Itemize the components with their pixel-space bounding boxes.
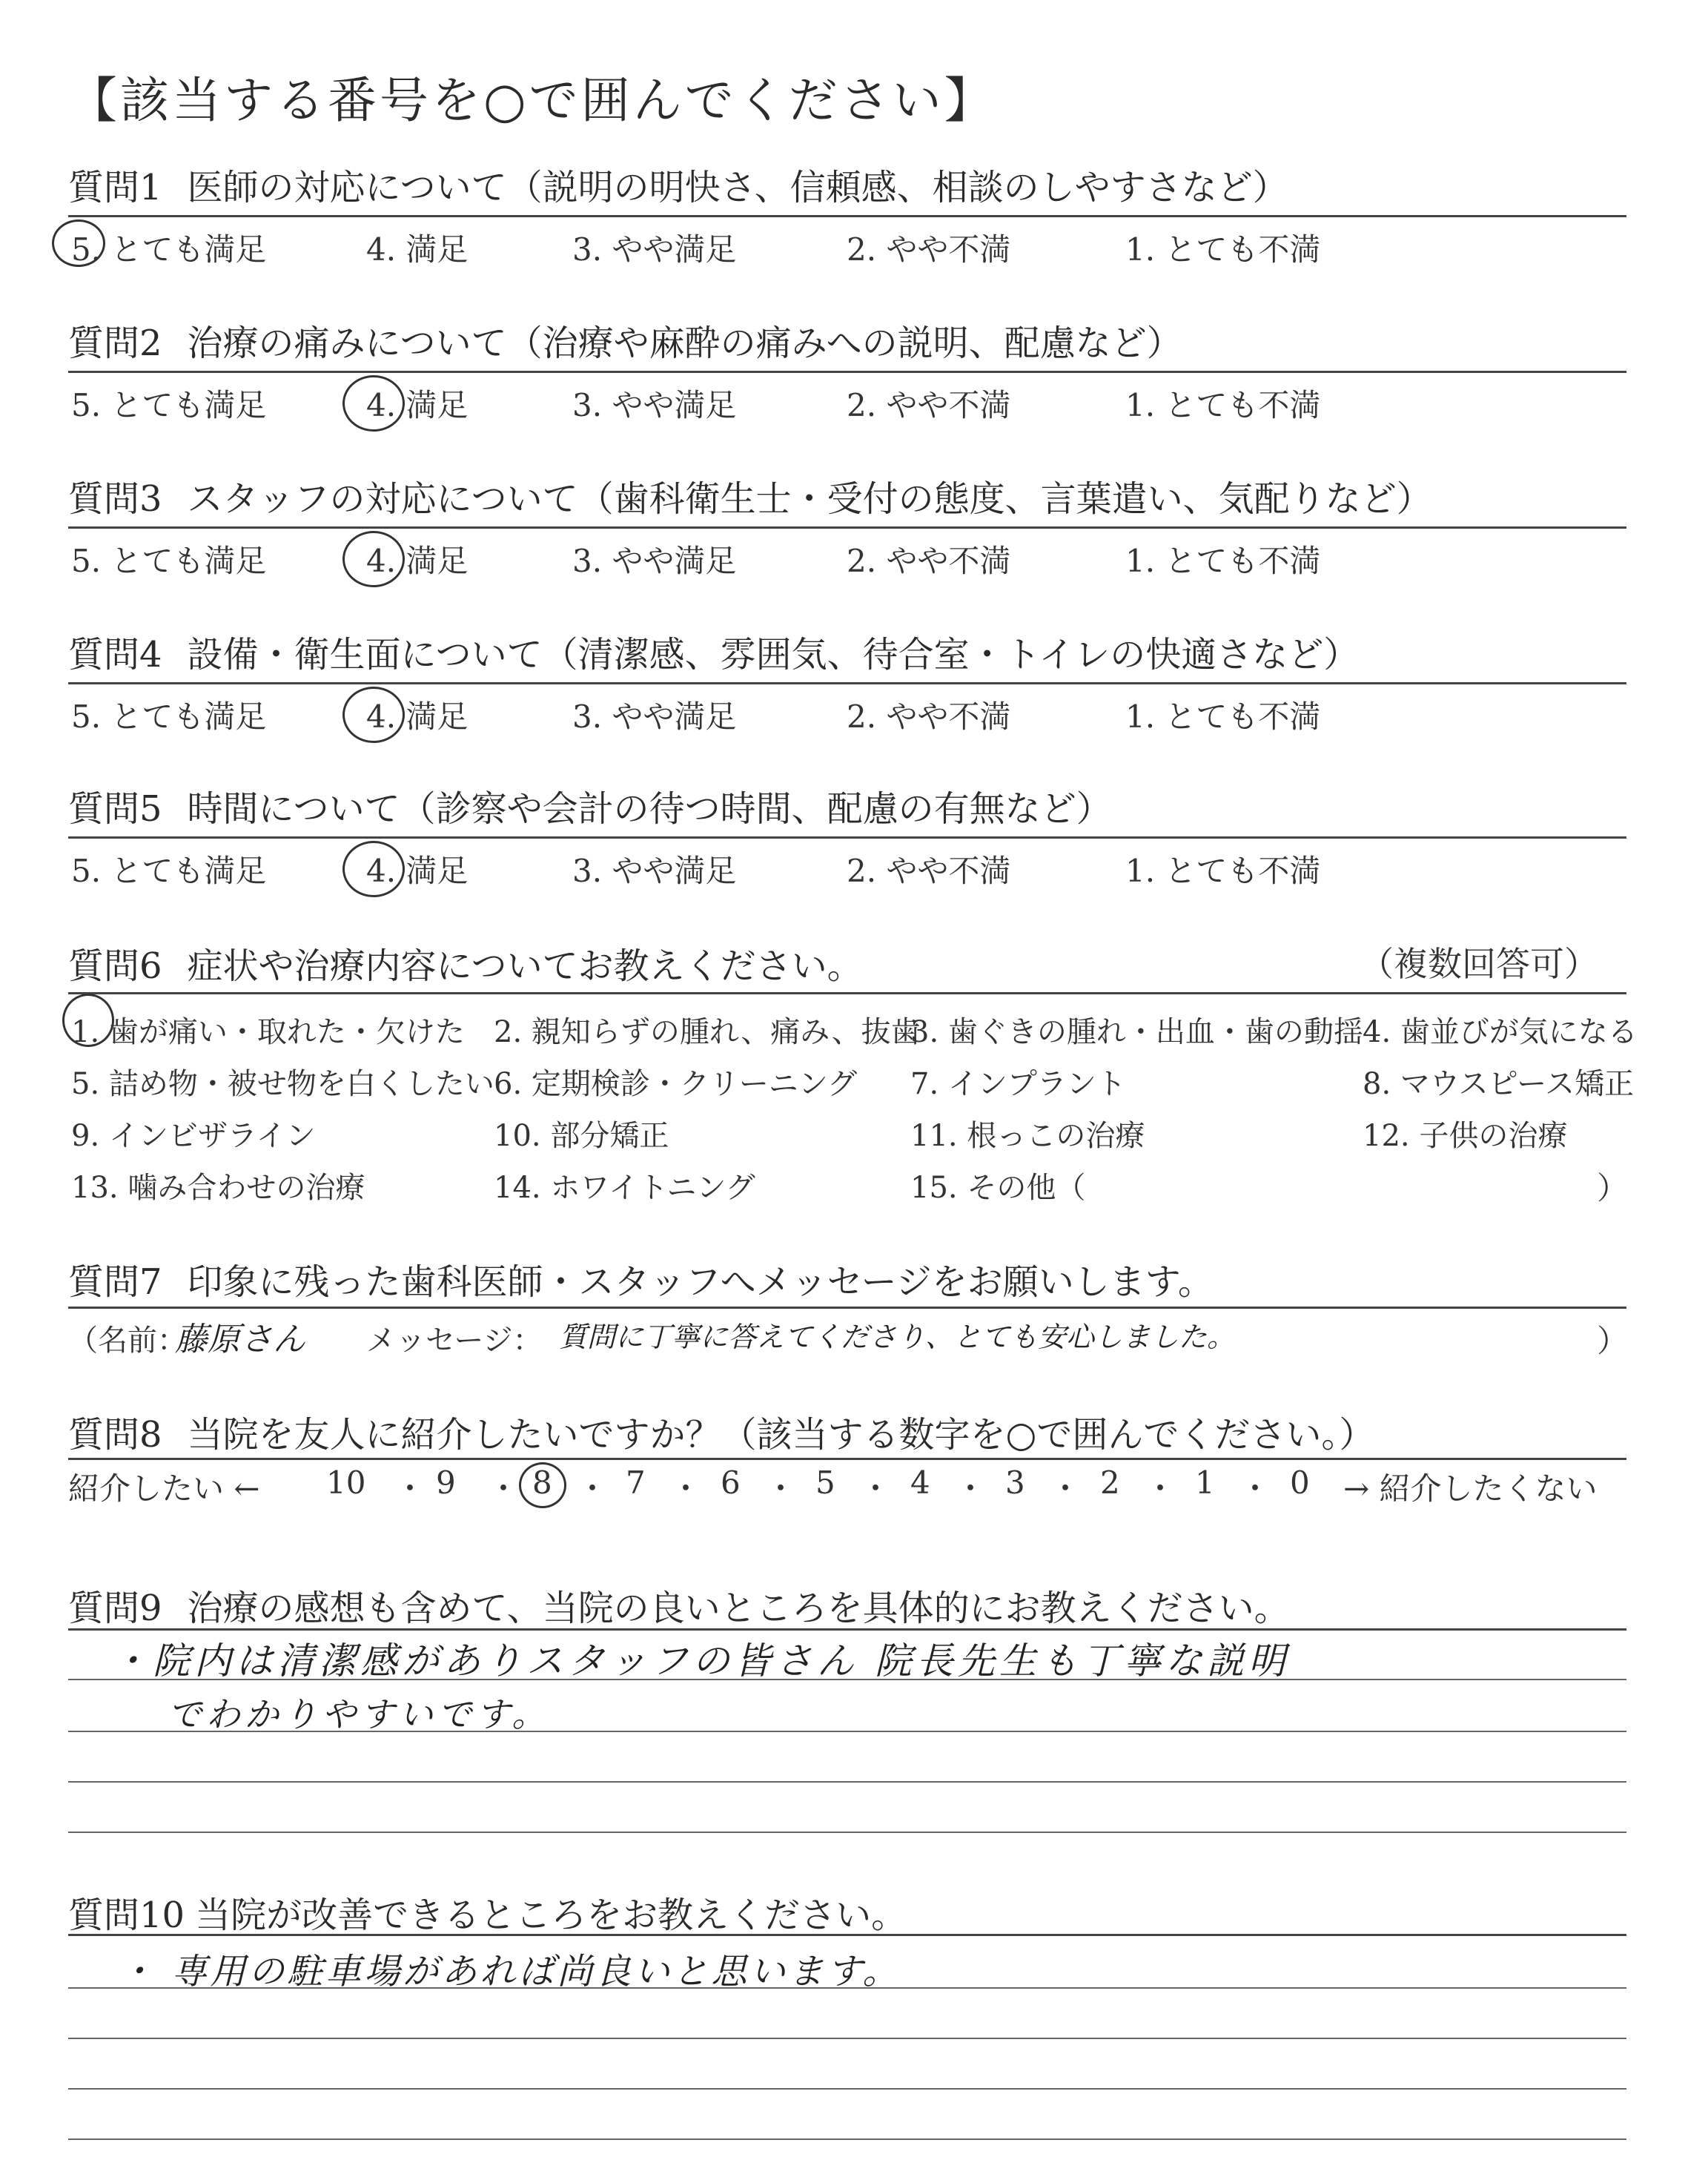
question-1-title bbox=[68, 159, 1288, 210]
q1-option-3[interactable]: 3. やや満足 bbox=[572, 231, 737, 268]
question-2-text: 治療の痛みについて（治療や麻酔の痛みへの説明、配慮など） bbox=[187, 323, 1182, 364]
q4-option-2[interactable]: 2. やや不満 bbox=[847, 698, 1011, 735]
q8-dot: ・ bbox=[1145, 1470, 1176, 1507]
q6-item-13[interactable]: 13. 噛み合わせの治療 bbox=[71, 1171, 365, 1205]
q8-dot: ・ bbox=[1050, 1470, 1082, 1507]
q1-option-5[interactable]: 5. とても満足 bbox=[71, 231, 267, 268]
question-8-rule bbox=[68, 1458, 1626, 1460]
q6-item-14[interactable]: 14. ホワイトニング bbox=[494, 1171, 755, 1205]
q10-answer-rule bbox=[68, 2088, 1626, 2090]
q8-scale-4[interactable]: 4 bbox=[910, 1464, 930, 1501]
q7-name-label: （名前： bbox=[68, 1324, 187, 1358]
q8-dot: ・ bbox=[670, 1470, 702, 1507]
question-9-text: 治療の感想も含めて、当院の良いところを具体的にお教えください。 bbox=[187, 1588, 1290, 1629]
q6-item-5[interactable]: 5. 詰め物・被せ物を白くしたい bbox=[71, 1067, 494, 1101]
q8-dot: ・ bbox=[394, 1470, 426, 1507]
q6-item-12[interactable]: 12. 子供の治療 bbox=[1363, 1119, 1568, 1153]
q5-option-1[interactable]: 1. とても不満 bbox=[1125, 853, 1321, 889]
q1-option-4[interactable]: 4. 満足 bbox=[366, 231, 469, 268]
q3-option-3[interactable]: 3. やや満足 bbox=[572, 543, 737, 579]
q1-option-2[interactable]: 2. やや不満 bbox=[847, 231, 1011, 268]
question-2-title bbox=[68, 314, 1182, 366]
q5-option-4[interactable]: 4. 満足 bbox=[366, 853, 469, 889]
question-1-number: 質問1 bbox=[68, 167, 162, 208]
q10-answer-rule bbox=[68, 2138, 1626, 2140]
q8-scale-7[interactable]: 7 bbox=[626, 1464, 646, 1501]
q5-option-5[interactable]: 5. とても満足 bbox=[71, 853, 267, 889]
question-8-text: 当院を友人に紹介したいですか？（該当する数字を○で囲んでください。） bbox=[187, 1414, 1375, 1456]
q6-other-close: ） bbox=[1596, 1170, 1628, 1206]
question-1-rule bbox=[68, 215, 1626, 217]
q10-answer-rule bbox=[68, 2038, 1626, 2039]
q3-option-1[interactable]: 1. とても不満 bbox=[1125, 543, 1321, 579]
q9-answer-rule bbox=[68, 1781, 1626, 1783]
q8-scale bbox=[68, 1464, 1626, 1509]
q2-option-3[interactable]: 3. やや満足 bbox=[572, 387, 737, 423]
q4-option-3[interactable]: 3. やや満足 bbox=[572, 698, 737, 735]
question-7-rule bbox=[68, 1307, 1626, 1309]
question-6-text: 症状や治療内容についてお教えください。 bbox=[187, 945, 863, 987]
question-2-rule bbox=[68, 371, 1626, 373]
question-8-number: 質問8 bbox=[68, 1414, 162, 1456]
question-5-text: 時間について（診察や会計の待つ時間、配慮の有無など） bbox=[187, 788, 1112, 830]
q6-item-4[interactable]: 4. 歯並びが気になる bbox=[1363, 1015, 1638, 1049]
question-5-number: 質問5 bbox=[68, 788, 162, 830]
multiple-answers-note: （複数回答可） bbox=[1360, 944, 1598, 984]
q6-item-8[interactable]: 8. マウスピース矯正 bbox=[1363, 1067, 1635, 1101]
instruction-header: 【該当する番号を○で囲んでください】 bbox=[68, 72, 996, 129]
q8-scale-9[interactable]: 9 bbox=[436, 1464, 456, 1501]
question-7-text: 印象に残った歯科医師・スタッフへメッセージをお願いします。 bbox=[187, 1261, 1214, 1303]
q8-scale-2[interactable]: 2 bbox=[1100, 1464, 1120, 1501]
q2-option-5[interactable]: 5. とても満足 bbox=[71, 387, 267, 423]
q7-name-value[interactable]: 藤原さん bbox=[175, 1321, 305, 1358]
q8-right-label: → 紹介したくない bbox=[1343, 1470, 1598, 1507]
q7-message-label: メッセージ： bbox=[366, 1324, 543, 1358]
question-4-text: 設備・衛生面について（清潔感、雰囲気、待合室・トイレの快適さなど） bbox=[187, 634, 1360, 676]
q5-option-3[interactable]: 3. やや満足 bbox=[572, 853, 737, 889]
question-6-title bbox=[68, 937, 863, 988]
q8-scale-5[interactable]: 5 bbox=[815, 1464, 835, 1501]
question-3-text: スタッフの対応について（歯科衛生士・受付の態度、言葉遣い、気配りなど） bbox=[187, 478, 1432, 520]
q8-scale-6[interactable]: 6 bbox=[721, 1464, 741, 1501]
q8-dot: ・ bbox=[1239, 1470, 1271, 1507]
q3-option-4[interactable]: 4. 満足 bbox=[366, 543, 469, 579]
question-3-title bbox=[68, 470, 1432, 521]
q2-option-2[interactable]: 2. やや不満 bbox=[847, 387, 1011, 423]
q8-dot: ・ bbox=[765, 1470, 797, 1507]
question-7-number: 質問7 bbox=[68, 1261, 162, 1303]
question-8-title bbox=[68, 1406, 1374, 1457]
q10-answer-rule bbox=[68, 1987, 1626, 1989]
q6-item-2[interactable]: 2. 親知らずの腫れ、痛み、抜歯 bbox=[494, 1015, 921, 1049]
q6-item-11[interactable]: 11. 根っこの治療 bbox=[910, 1119, 1145, 1153]
q10-answer-line-1[interactable]: ・ 専用の駐車場があれば尚良いと思います。 bbox=[119, 1951, 901, 1992]
q8-dot: ・ bbox=[860, 1470, 892, 1507]
q8-scale-1[interactable]: 1 bbox=[1195, 1464, 1215, 1501]
q4-option-5[interactable]: 5. とても満足 bbox=[71, 698, 267, 735]
question-5-rule bbox=[68, 836, 1626, 839]
q5-option-2[interactable]: 2. やや不満 bbox=[847, 853, 1011, 889]
q8-scale-3[interactable]: 3 bbox=[1005, 1464, 1025, 1501]
q6-item-10[interactable]: 10. 部分矯正 bbox=[494, 1119, 669, 1153]
question-3-rule bbox=[68, 526, 1626, 529]
q4-option-4[interactable]: 4. 満足 bbox=[366, 698, 469, 735]
q4-option-1[interactable]: 1. とても不満 bbox=[1125, 698, 1321, 735]
question-10-title bbox=[68, 1886, 907, 1938]
q8-scale-8[interactable]: 8 bbox=[532, 1464, 552, 1501]
q6-item-7[interactable]: 7. インプラント bbox=[910, 1067, 1126, 1101]
q8-dot: ・ bbox=[577, 1470, 609, 1507]
question-5-title bbox=[68, 780, 1112, 831]
q8-left-label: 紹介したい ← bbox=[68, 1470, 260, 1507]
question-2-number: 質問2 bbox=[68, 323, 162, 364]
question-10-text: 当院が改善できるところをお教えください。 bbox=[195, 1895, 907, 1936]
question-3-number: 質問3 bbox=[68, 478, 162, 520]
question-7-title bbox=[68, 1253, 1214, 1304]
q6-item-1[interactable]: 1. 歯が痛い・取れた・欠けた bbox=[71, 1015, 465, 1049]
question-1-text: 医師の対応について（説明の明快さ、信頼感、相談のしやすさなど） bbox=[187, 167, 1288, 208]
q9-answer-line-1[interactable]: ・院内は清潔感がありスタッフの皆さん 院長先生も丁寧な説明 bbox=[111, 1639, 1290, 1682]
question-6-number: 質問6 bbox=[68, 945, 162, 987]
q2-option-4[interactable]: 4. 満足 bbox=[366, 387, 469, 423]
q3-option-2[interactable]: 2. やや不満 bbox=[847, 543, 1011, 579]
q9-answer-rule bbox=[68, 1731, 1626, 1732]
q8-dot: ・ bbox=[955, 1470, 987, 1507]
q3-option-5[interactable]: 5. とても満足 bbox=[71, 543, 267, 579]
question-6-rule bbox=[68, 992, 1626, 994]
question-9-number: 質問9 bbox=[68, 1588, 162, 1629]
question-9-title bbox=[68, 1579, 1290, 1631]
question-4-number: 質問4 bbox=[68, 634, 162, 676]
q2-option-1[interactable]: 1. とても不満 bbox=[1125, 387, 1321, 423]
q8-scale-0[interactable]: 0 bbox=[1290, 1464, 1310, 1501]
question-10-number: 質問10 bbox=[68, 1895, 185, 1936]
q6-item-9[interactable]: 9. インビザライン bbox=[71, 1119, 316, 1153]
question-4-rule bbox=[68, 682, 1626, 684]
q9-answer-rule bbox=[68, 1832, 1626, 1833]
q9-answer-rule bbox=[68, 1679, 1626, 1680]
question-9-rule bbox=[68, 1628, 1626, 1631]
q6-item-15[interactable]: 15. その他（ bbox=[910, 1171, 1086, 1205]
q7-message-value[interactable]: 質問に丁寧に答えてくださり、とても安心しました。 bbox=[559, 1321, 1236, 1353]
q7-close-paren: ） bbox=[1596, 1323, 1628, 1359]
q8-dot: ・ bbox=[488, 1470, 520, 1507]
q6-item-6[interactable]: 6. 定期検診・クリーニング bbox=[494, 1067, 858, 1101]
q6-item-3[interactable]: 3. 歯ぐきの腫れ・出血・歯の動揺 bbox=[910, 1015, 1363, 1049]
question-4-title bbox=[68, 626, 1359, 677]
q1-option-1[interactable]: 1. とても不満 bbox=[1125, 231, 1321, 268]
q8-scale-10[interactable]: 10 bbox=[326, 1464, 366, 1501]
q9-answer-line-2[interactable]: でわかりやすいです。 bbox=[168, 1694, 551, 1734]
question-10-rule bbox=[68, 1934, 1626, 1936]
